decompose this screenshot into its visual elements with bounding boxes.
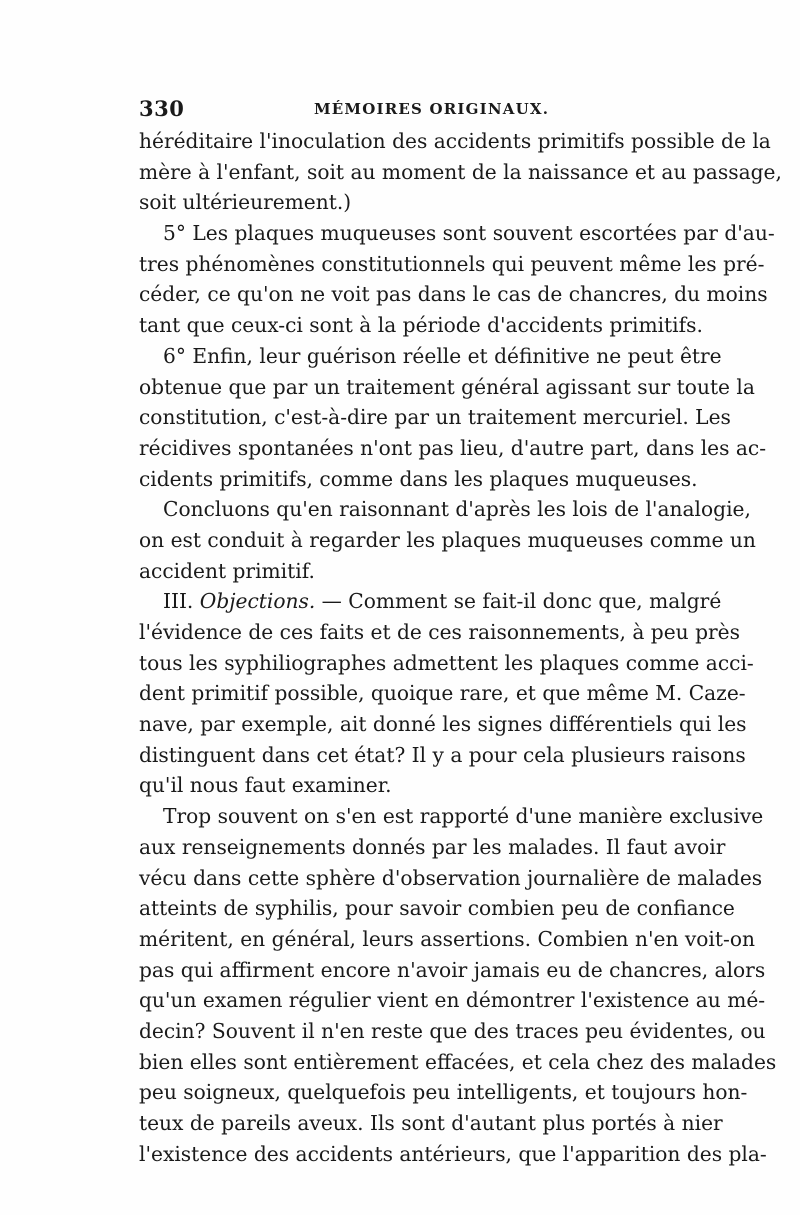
text-line: 5° Les plaques muqueuses sont souvent escortées par d'au- (163, 221, 775, 246)
text-line: tant que ceux-ci sont à la période d'accidents primitifs. (139, 313, 703, 338)
text-span: III. (163, 589, 200, 614)
text-line: vécu dans cette sphère d'observation journalière de malades (139, 865, 763, 890)
text-line: l'existence des accidents antérieurs, que l'apparition des pla- (139, 1141, 767, 1166)
text-line: méritent, en général, leurs assertions. Combien n'en voit-on (139, 926, 755, 951)
text-line: soit ultérieurement.) (139, 190, 352, 215)
page-header (139, 96, 666, 126)
text-line: constitution, c'est-à-dire par un traitement mercuriel. Les (139, 405, 731, 430)
text-line: teux de pareils aveux. Ils sont d'autant plus portés à nier (139, 1111, 723, 1135)
text-line: obtenue que par un traitement général agissant sur toute la (139, 374, 755, 399)
text-line: cidents primitifs, comme dans les plaques muqueuses. (139, 466, 698, 491)
text-line: céder, ce qu'on ne voit pas dans le cas de chancres, du moins (139, 282, 768, 307)
text-line: récidives spontanées n'ont pas lieu, d'autre part, dans les ac- (139, 435, 767, 460)
text-line: peu soigneux, quelquefois peu intelligents, et toujours hon- (139, 1080, 748, 1105)
text-line: Concluons qu'en raisonnant d'après les lois de l'analogie, (163, 497, 751, 522)
text-line: aux renseignements donnés par les malades. Il faut avoir (139, 834, 726, 859)
italic-heading: Objections. (199, 589, 316, 614)
text-line: accident primitif. (139, 558, 315, 583)
body-text (139, 126, 782, 1169)
text-line: bien elles sont entièrement effacées, et cela chez des malades (139, 1049, 777, 1074)
text-line: distinguent dans cet état? Il y a pour cela plusieurs raisons (139, 742, 746, 767)
text-line: qu'il nous faut examiner. (139, 773, 392, 798)
text-line: Trop souvent on s'en est rapporté d'une manière exclusive (163, 804, 764, 829)
text-line: nave, par exemple, ait donné les signes différentiels qui les (139, 712, 747, 737)
text-line: l'évidence de ces faits et de ces raisonnements, à peu près (139, 620, 740, 644)
text-line: pas qui affirment encore n'avoir jamais eu de chancres, alors (139, 957, 766, 982)
text-line: on est conduit à regarder les plaques muqueuses comme un (139, 527, 756, 552)
running-title: MÉMOIRES ORIGINAUX. (314, 100, 550, 118)
page-number: 330 (139, 96, 185, 121)
text-line: héréditaire l'inoculation des accidents primitifs possible de la (139, 129, 771, 153)
text-span: — Comment se fait-il donc que, malgré (315, 589, 722, 614)
text-line: qu'un examen régulier vient en démontrer l'existence au mé- (139, 988, 766, 1013)
text-line: tous les syphiliographes admettent les plaques comme acci- (139, 650, 754, 675)
text-line: atteints de syphilis, pour savoir combien peu de confiance (139, 896, 735, 921)
text-line: dent primitif possible, quoique rare, et que même M. Caze- (139, 681, 746, 706)
text-line: mère à l'enfant, soit au moment de la naissance et au passage, (139, 159, 782, 184)
text-line: tres phénomènes constitutionnels qui peuvent même les pré- (139, 251, 765, 276)
text-line: 6° Enfin, leur guérison réelle et définitive ne peut être (163, 343, 722, 368)
text-line (139, 586, 722, 617)
text-line: decin? Souvent il n'en reste que des traces peu évidentes, ou (139, 1018, 766, 1043)
